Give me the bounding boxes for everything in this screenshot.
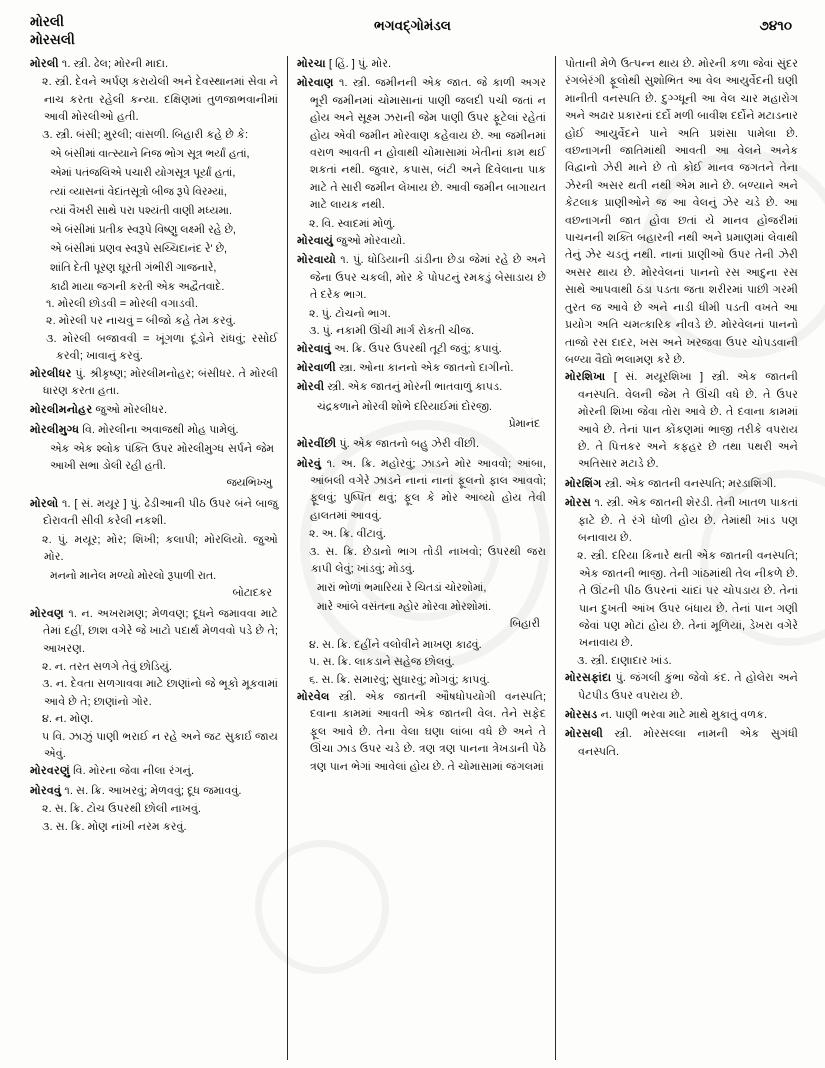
entry-headword: મોરવીંછી [297, 438, 337, 451]
entry-headword: મોરવાવું [297, 342, 331, 355]
dictionary-entry [297, 689, 546, 776]
quotation-attribution: પ્રેમાનંદ [508, 417, 540, 430]
dictionary-entry [30, 402, 278, 419]
page-header [0, 0, 825, 54]
entry-definition: ન. પાણી ભરવા માટે માથે મુકાતું વળક. [597, 709, 768, 722]
dictionary-entry [30, 496, 278, 531]
entry-headword: મોરસફાંદા [565, 672, 612, 685]
entry-sense: ૫. સ. ક્રિ. લાકડાને સહેજ છોલવું. [309, 656, 455, 669]
entry-sense: ૨. સ્ત્રી. દેવને અર્પણ કરાયેલી અને દેવસ્થાનમાં સેવા ને નાચ કરતા રહેલી કન્યા. દક્ષિણમાં તુળજાભવાનીમાં આવી મોરલીઓ હતી. [42, 76, 278, 124]
dictionary-entry [30, 783, 278, 800]
dictionary-entry [297, 56, 546, 73]
dictionary-entry [297, 360, 546, 377]
quotation-line: ત્યાં વ્યાસનાં વેદાંતસૂત્રો બીજ રૂપે વિરમ્યાં, [50, 186, 227, 199]
entry-sense: ૨. પું. ટોચનો ભાગ. [309, 307, 391, 320]
entry-sense: ૩. પું. નકામી ઊંચી માર્ગ રોકતી ચીજ. [309, 325, 475, 338]
entry-idiom: ૩. મોરલી બજાવવી = ખૂંગળા દૂંડોને રાંધવું; રસોઈ કરવી; ખાવાનું કરવું. [46, 332, 278, 363]
entry-definition: અ. ક્રિ. ઉપર ઉપરથી તૂટી જવું; કપાવું. [330, 342, 502, 355]
dictionary-entry [297, 252, 546, 304]
dictionary-entry [297, 75, 546, 214]
entry-definition: પું. શ્રીકૃષ્ણ; મોરલીમનોહર; બંસીધર. તે મોરલી ધારણ કરતા હતા. [43, 367, 278, 398]
dictionary-entry [297, 341, 546, 358]
entry-headword: મોરવણ [30, 607, 65, 620]
dictionary-entry [30, 422, 278, 439]
entry-idiom: ૨. મોરલી પર નાચવું = બીજો કહે તેમ કરવું. [46, 315, 236, 328]
dictionary-entry [565, 707, 798, 724]
entry-headword: મોરવરણું [30, 765, 70, 778]
entry-definition: ૧. સ્ત્રી. એક જાતની શેરડી. તેની ખાતળ પાકતાં ફાટે છે. તે રંગે ધોળી હોય છે. તેમાંથી ખાંડ પણ બનાવાય છે. [578, 497, 798, 544]
entry-definition: ૧. સ્ત્રી. જમીનની એક જાત. જે કાળી અગર ભૂરી જમીનમાં ચોમાસાનાં પાણી જલદી પચી જતાં ન હોય અને સૂક્ષ્મ ઝરાની જેમ પાણી ઉપર ફૂટેલાં રહેતાં હોય એવી જમીન મોરવાણ કહેવાય છે. આ જમીનમાં વરાળ આવતી ન હોવાથી ચોમાસામાં ખેતીનાં કામ થઈ શકતાં નથી. જુવાર, કપાસ, બંટી અને દિવેલાના પાક માટે તે સારી જમીન લેખાય છે. આવી જમીન બાગાયત માટે લાયક નથી. [310, 77, 546, 212]
entry-definition: [ સં. મયૂરશિખા ] સ્ત્રી. એક જાતની વનસ્પતિ. વેલની જેમ તે ઊંચી વધે છે. તે ઉપર મોરની શિખા જેવા તોરા આવે છે. તે દવાના કામમાં આવે છે. તેનાં પાન કોંકણમાં ભાજી તરીકે વપરાય છે. તે પિત્તકર અને કફહર છે તથા પથરી અને અતિસાર મટાડે છે. [578, 371, 798, 471]
column-2 [287, 56, 555, 1060]
entry-definition: ૧. [ સં. મયૂર ] પું. ઢેડીઆની પીઠ ઉપર બંને બાજુ દોરાવતી સીવી કરેલી નકશી. [43, 497, 278, 528]
entry-headword: મોરસડ [565, 709, 598, 722]
column-3 [555, 56, 807, 1060]
entry-sense: ૪. સ. ક્રિ. દહીંને વલોવીને માખણ કાઢવું. [309, 638, 482, 651]
guide-word-first: મોરલી [30, 14, 64, 29]
entry-sense: ૩. સ. ક્રિ. મોણ નાંખી નરમ કરવું. [42, 820, 187, 833]
entry-headword: મોરલીધર [30, 367, 72, 380]
entry-definition: જુઓ મોરલીધર. [92, 404, 168, 417]
quotation-line: કાઢી માયા જગની કરતી એક અદ્વૈતવાદે. [50, 281, 225, 294]
entry-continuation: પોતાની મેળે ઉત્પન્ન થાય છે. મોરની કળા જેવાં સુંદર રંગબેરંગી ફૂલોથી સુશોભિત આ વેલ આયુર્વેદની ઘણી માનીતી વનસ્પતિ છે. દુગ્ગ્ધૂની આ વેલ ચાર મહારોગ અને અઢાર પ્રકારનાં દર્દો મળી બાવીશ દર્દોને મટાડનાર હોઈ આયુર્વેદને પાને અતિ પ્રશંસા પામેલા છે. વછનાગની જાતિમાંથી આવતી આ વેલને અનેક વિદ્વાનો ઝેરી માને છે તો કોઈ માનવ જગતને તેના ઝેરની અસર થતી નથી એમ માને છે. બળ્યાને અને કેટલાક પ્રાણીઓને જ આ વેલનું ઝેર ચડે છે. આ વછનાગની જાત હોવા છતાં યે માનવ હોજરીમાં પાચનની શક્તિ બહારની નથી અને પ્રમાણમાં લેવાથી તેનું ઝેર ચડતું નથી. નાનાં પ્રાણીઓ ઉપર તેની ઝેરી અસર થાય છે. મોરવેલનાં પાનનો રસ આદુના રસ સાથે આપવાથી ઠંડા પડતા જતા શરીરમાં પાછી ગરમી તુરત જ આવે છે અને નાડી ધીમી પડતી વખતે આ પ્રયોગ અતિ ચમત્કારિક નીવડે છે. મોરવેલનાં પાનનો તાજો રસ દાદર, ખસ અને ખરજવા ઉપર ચોપડવાની બળ્યા વૈદ્યો ભલામણ કરે છે. [565, 58, 798, 366]
entry-headword: મોરવાયો [297, 254, 336, 267]
entry-headword: મોરવાણ [297, 77, 334, 90]
entry-headword: મોરસ [565, 497, 592, 510]
dictionary-entry [565, 369, 798, 473]
entry-sense: ૩. ન. દેવતા સળગાવવા માટે છાણાંનો જે ભૂકો મૂકવામાં આવે છે તે; છાણાંનો ગોર. [42, 678, 278, 708]
dictionary-entry [297, 436, 546, 453]
quotation-attribution: જયભિખ્ખુ [226, 477, 272, 490]
dictionary-entry [30, 763, 278, 780]
quotation-line: ચંદ્રકળાને મોરવી શોભે દરિયાઈમાં દોરજી. [317, 400, 492, 413]
entry-headword: મોરવી [297, 381, 325, 394]
text-columns [22, 56, 807, 1060]
entry-idiom: ૧. મોરલી છોડવી = મોરલી વગાડવી. [46, 298, 198, 311]
quotation-attribution: બોટાદકર [232, 587, 272, 600]
entry-sense: ૨. સ્ત્રી. દરિયા કિનારે થતી એક જાતની વનસ્પતિ; એક જાતની ભાજી. તેની ગાંઠમાંથી તેલ નીકળે છે. તે ઊંટની પીઠ ઉપરનાં ચાંદાં પર ચોપડાય છે. તેનાં પાન દુખતી આંખ ઉપર બંધાય છે. તેનાં પાન ગણી જેવાં પણ મોટાં હોય છે. તેનાં મૂળિયાં, ડેખરા વગેરે ખનાવાય છે. [577, 550, 798, 650]
dictionary-entry [30, 56, 278, 73]
quotation-line: મારે આંબે વસંતના મ્હોર મોરવા મોરશોમાં. [317, 601, 492, 614]
entry-sense: ૨. ન. તરત સળગે તેવું છોડિયું. [42, 660, 173, 673]
entry-sense: ૨. પું. મયૂર; મોર; શિખી; કલાપી; મોરલિયો. જુઓ મોર. [42, 533, 278, 563]
entry-definition: વિ. મોરના જેવા નીલા રંગનું. [70, 765, 195, 778]
quotation-line: મારાં ભોળાં ભમારિયાં રે ચિતડાં ચોરશોમાં, [317, 582, 487, 595]
entry-sense: ૩. સ. ક્રિ. છેડાનો ભાગ તોડી નાખવો; ઉપરથી જરા કાપી લેવું; ખાંડવું; મોડવું. [309, 545, 546, 575]
quotation-line: એ બંસીમાં પ્રણવ સ્વરૂપે સચ્ચિદાનંદ રે' છે, [50, 243, 228, 256]
entry-definition: ૧. પું. ધોડિયાની ડાંડીના છેડા જેમાં રહે છે અને જેના ઉપર ચકલી, મોર કે પોપટનું રમકડું બેસાડાય છે તે દરેક ભાગ. [310, 254, 546, 302]
dictionary-entry [565, 476, 798, 493]
entry-headword: મોરસલી [565, 728, 603, 741]
entry-sense: ૨. સ. ક્રિ. ટોચ ઉપરથી છોલી નાખવું. [42, 803, 202, 816]
dictionary-entry [30, 366, 278, 401]
entry-headword: મોરલો [30, 497, 59, 510]
dictionary-entry [565, 670, 798, 705]
entry-headword: મોરવું [297, 457, 322, 470]
entry-definition: જુઓ મોરવાયો. [333, 235, 406, 248]
quotation-line: એ બંસીમાં પ્રતીક સ્વરૂપે વિષ્ણુ લક્ષ્મી રહે છે, [50, 224, 236, 237]
entry-headword: મોરવાયું [297, 235, 334, 248]
entry-headword: મોરવાળી [297, 361, 336, 374]
dictionary-entry [565, 495, 798, 547]
guide-word-second: મોરસલી [30, 32, 75, 47]
entry-headword: મોરવવું [30, 784, 62, 797]
dictionary-entry [565, 726, 798, 761]
entry-headword: મોરશિંગ [565, 477, 602, 490]
quotation-line: શાંતિ દેતી પૂરણ ઘૂરતી ગંભીરી ગાજનારે, [50, 262, 217, 275]
entry-sense: ૫ વિ. ઝાઝું પાણી ભરાઈ ન રહે અને જટ સુકાર્ઇ જાય એવું. [42, 730, 278, 760]
entry-definition: ૧. ન. અખરામણ; મેળવણ; દૂધને જમાવવા માટે તેમાં દહીં, છાશ વગેરે જે ખાટો પદાર્થ મેળવવો પડે છે તે; આખરણ. [43, 607, 278, 655]
quotation-line: ત્યાં વૈખરી સાથે પરા પશ્યંતી વાણી મધ્યમા. [50, 205, 232, 218]
entry-definition: વિ. મોરલીના અવાજથી મોહ પામેલું. [79, 423, 239, 436]
entry-definition: ૧. સ્ત્રી. ઢેલ; મોરની માદા. [58, 58, 169, 70]
quotation-line: એક એક શ્લોક પંક્તિ ઉપર મોરલીમુગ્ધ સર્પને જેમ આખી સભા ડોલી રહી હતી. [50, 443, 274, 473]
entry-headword: મોરલી [30, 58, 59, 70]
entry-sense: ૬. સ. ક્રિ. સમારવું; સુધારવું; મોગવું; કાપવું. [309, 673, 490, 686]
entry-definition: સ્ત્રી. એક જાતની વનસ્પતિ; મરડાશિંગી. [601, 477, 777, 490]
entry-sense: ૩. સ્ત્રી. બંસી; મુરલી; વાંસળી. બિહારી કહે છે કે: [42, 128, 249, 141]
entry-definition: પું. જંગલી કુંભા જેવો કંદ. તે હોલેરા અને પેટપીડ ઉપર વપરાય છે. [578, 672, 798, 702]
page-number: ૭૪૧૦ [759, 18, 792, 33]
quotation-line: મનનો માનેલ મળ્યો મોરલો રૂપાળી રાત. [50, 570, 217, 583]
quotation-line: એમાં પતંજલિએ પચારી યોગસૂત્ર પૂર્યાં હતાં, [50, 167, 236, 180]
entry-definition: સ્ત્રા. ઓના કાનનો એક જાતનો દાગીનો. [335, 361, 514, 374]
entry-sense: ૪. ન. મોણ. [42, 713, 94, 726]
entry-sense: ૨. અ. ક્રિ. વીંટાવું. [309, 528, 386, 541]
entry-definition: સ્ત્રી. મોરસલ્લા નામની એક સુગંધી વનસ્પતિ. [578, 728, 798, 758]
dictionary-entry [297, 379, 546, 396]
entry-definition: ૧. સ. ક્રિ. આખરવું; મેળવવું; દૂધ જમાવવું. [61, 784, 242, 797]
entry-definition: ૧. અ. ક્રિ. મહોરવું; ઝાડને મોર આવવો; આંબા, આંબલી વગેરે ઝાડને નાનાં નાનાં ફૂલનો ફાલ આવવો; ફૂલવું; પુષ્પિત થવું; ફૂલ કે મોર આવ્યો હોય તેવી હાલતમાં આવવું. [310, 457, 546, 522]
dictionary-entry [30, 606, 278, 658]
entry-headword: મોરશિખા [565, 371, 606, 384]
entry-definition: સ્ત્રી. એક જાતની ઔષધોપયોગી વનસ્પતિ; દવાના કામમાં આવતી એક જાતની વેલ. તેને સફેદ ફૂલ આવે છે. તેના વેલા ઘણા લાંબા વધે છે અને તે ઊંચા ઝાડ ઉપર ચડે છે. ત્રણ ત્રણ પાનના ત્રેખડાની પેઠે ત્રણ પાન ભેગાં આવેલાં હોય છે. તે ચોમાસામાં જંગલમાં [310, 691, 546, 773]
entry-headword: મોરવેલ [297, 691, 330, 703]
entry-definition: સ્ત્રી. એક જાતનું મોરની ભાતવાળું કાપડ. [324, 381, 503, 394]
book-title: ભગવદ્ગોમંડલ [374, 18, 451, 33]
entry-definition: પું. એક જાતનો બહુ ઝેરી વીંછી. [336, 438, 480, 451]
entry-sense: ૩. સ્ત્રી. દાણાદાર ખાંડ. [577, 654, 672, 667]
column-1 [22, 56, 287, 1060]
dictionary-entry [297, 233, 546, 250]
quotation-line: એ બંસીમાં વાત્સ્યાને નિજ ભોગ સૂત્ર ભર્યાં હતાં, [50, 148, 250, 161]
quotation-attribution: બિહારી [509, 618, 540, 631]
entry-headword: મોરચા [297, 58, 326, 70]
entry-sense: ૨. વિ. સ્વાદમાં મોળું. [309, 217, 396, 230]
entry-headword: મોરલીમુગ્ધ [30, 423, 80, 436]
entry-definition: [ હિં. ] પું. મોર. [325, 58, 392, 70]
entry-headword: મોરલીમનોહર [30, 404, 93, 417]
dictionary-entry [297, 456, 546, 526]
